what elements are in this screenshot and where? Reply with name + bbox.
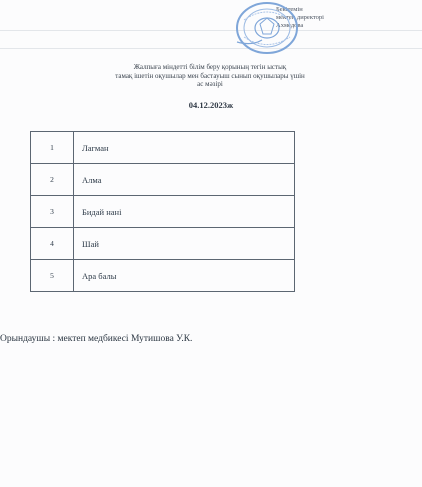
table-row	[31, 164, 295, 196]
menu-date: 04.12.2023ж	[188, 100, 234, 110]
document-title	[60, 63, 360, 89]
table-row	[31, 228, 295, 260]
table-row	[31, 260, 295, 292]
dish-name: Шай	[74, 228, 295, 260]
approval-line: Бекітемін	[276, 6, 303, 13]
dish-name: Бидай нанi	[74, 196, 295, 228]
official-stamp-icon	[232, 0, 302, 60]
approval-line: Ахмедова	[276, 22, 304, 29]
scan-streak	[0, 30, 422, 31]
approval-line: мектеп директорі	[276, 14, 324, 21]
dish-name: Ара балы	[74, 260, 295, 292]
row-number: 2	[31, 164, 74, 196]
table-row	[31, 132, 295, 164]
row-number: 3	[31, 196, 74, 228]
row-number: 5	[31, 260, 74, 292]
title-line: ас мәзірі	[197, 80, 223, 88]
scan-streak	[0, 48, 422, 49]
dish-name: Алма	[74, 164, 295, 196]
executor-signature-line: Орындаушы : мектеп медбикесi Мутишова У.К.	[0, 334, 193, 344]
dish-name: Лагман	[74, 132, 295, 164]
row-number: 1	[31, 132, 74, 164]
menu-table	[30, 131, 295, 292]
title-line: тамақ ішетін оқушылар мен бастауыш сынып оқушылары үшін	[115, 71, 305, 80]
title-line: Жалпыға міндетті білім беру қорының тегін ыстық	[133, 63, 287, 71]
row-number: 4	[31, 228, 74, 260]
table-row	[31, 196, 295, 228]
